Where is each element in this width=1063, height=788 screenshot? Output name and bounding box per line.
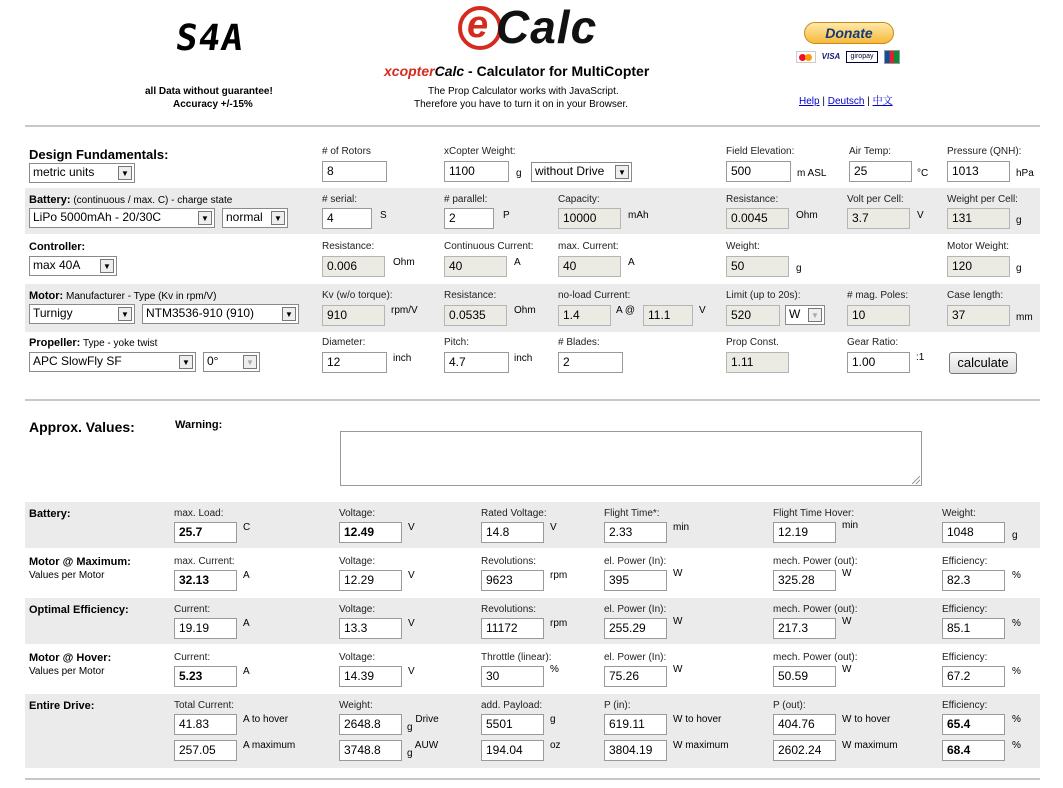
mm-elpower-unit: W bbox=[673, 568, 683, 579]
divider bbox=[25, 125, 1040, 127]
ed-payload-oz-unit: oz bbox=[550, 740, 561, 751]
mm-current-unit: A bbox=[243, 570, 250, 581]
oe-eff-unit: % bbox=[1012, 618, 1021, 629]
ed-pout-hover-unit: W to hover bbox=[842, 714, 891, 725]
yoke-twist-select[interactable] bbox=[203, 352, 260, 372]
bat-voltage-unit: V bbox=[408, 522, 415, 533]
ed-payload-oz[interactable]: 194.04 bbox=[481, 740, 544, 761]
charge-state-select[interactable] bbox=[222, 208, 288, 228]
s4a-logo: S4A bbox=[173, 18, 247, 59]
blades-input[interactable]: 2 bbox=[558, 352, 623, 373]
ed-weight-label: Weight: bbox=[339, 700, 373, 711]
ecalc-logo bbox=[458, 1, 618, 58]
oe-voltage-value[interactable]: 13.3 bbox=[339, 618, 402, 639]
kv-label: Kv (w/o torque): bbox=[322, 290, 393, 301]
oe-mechpower-unit: W bbox=[842, 616, 852, 627]
hover-title: Motor @ Hover: bbox=[29, 652, 112, 664]
mh-throttle-unit: % bbox=[550, 664, 559, 675]
case-input[interactable]: 37 bbox=[947, 305, 1010, 326]
ed-current-max-unit: A maximum bbox=[243, 740, 296, 751]
motor-weight-label: Motor Weight: bbox=[947, 241, 1010, 252]
ed-weight-drive[interactable]: 2648.8 bbox=[339, 714, 402, 735]
weight-input[interactable]: 1100 bbox=[444, 161, 509, 182]
propeller-title-text: Propeller: bbox=[29, 337, 81, 349]
ed-weight-auw-label: AUW bbox=[414, 740, 439, 751]
motor-maker-select[interactable] bbox=[29, 304, 135, 324]
case-label: Case length: bbox=[947, 290, 1004, 301]
link-sep: | bbox=[867, 96, 870, 107]
ed-eff-hover[interactable]: 65.4 bbox=[942, 714, 1005, 735]
diameter-input[interactable]: 12 bbox=[322, 352, 387, 373]
bat-weight-unit: g bbox=[1012, 530, 1018, 541]
ed-pin-hover[interactable]: 619.11 bbox=[604, 714, 667, 735]
jcb-icon bbox=[884, 50, 900, 64]
noload-voltage-unit: V bbox=[699, 305, 706, 316]
motor-model-select[interactable] bbox=[142, 304, 299, 324]
vpc-unit: V bbox=[917, 210, 924, 221]
ed-pin-max[interactable]: 3804.19 bbox=[604, 740, 667, 761]
kv-unit: rpm/V bbox=[391, 305, 418, 316]
flight-time-unit: min bbox=[673, 522, 690, 533]
oe-rev-value[interactable]: 11172 bbox=[481, 618, 544, 639]
capacity-input[interactable]: 10000 bbox=[558, 208, 621, 229]
bat-voltage-label: Voltage: bbox=[339, 508, 376, 519]
subtitle-calc: Calc bbox=[434, 63, 465, 79]
poles-label: # mag. Poles: bbox=[847, 290, 909, 301]
ed-pout-max[interactable]: 2602.24 bbox=[773, 740, 836, 761]
prop-type-select[interactable] bbox=[29, 352, 196, 372]
mm-current-value[interactable]: 32.13 bbox=[174, 570, 237, 591]
units-select[interactable] bbox=[29, 163, 135, 183]
hover-time-value[interactable]: 12.19 bbox=[773, 522, 836, 543]
gear-label: Gear Ratio: bbox=[847, 337, 899, 348]
rotors-input[interactable]: 8 bbox=[322, 161, 387, 182]
ctrl-res-label: Resistance: bbox=[322, 241, 375, 252]
chinese-link[interactable]: 中文 bbox=[872, 96, 893, 107]
ed-weight-drive-unit bbox=[407, 714, 439, 733]
flight-time-label: Flight Time*: bbox=[604, 508, 660, 519]
motor-weight-unit: g bbox=[1016, 263, 1022, 274]
battery-type-value: LiPo 5000mAh - 20/30C bbox=[33, 210, 162, 224]
visa-icon: VISA bbox=[821, 52, 841, 61]
motor-res-input[interactable]: 0.0535 bbox=[444, 305, 507, 326]
mh-throttle-value[interactable]: 30 bbox=[481, 666, 544, 687]
capacity-unit: mAh bbox=[628, 210, 649, 221]
weight-label: xCopter Weight: bbox=[444, 146, 516, 157]
units-value: metric units bbox=[33, 165, 95, 179]
case-unit: mm bbox=[1016, 312, 1033, 323]
diameter-label: Diameter: bbox=[322, 337, 366, 348]
capacity-label: Capacity: bbox=[558, 194, 600, 205]
chevron-down-icon: ▼ bbox=[179, 355, 193, 369]
mastercard-icon bbox=[796, 51, 816, 63]
propeller-title bbox=[29, 337, 157, 349]
motor-maker-value: Turnigy bbox=[33, 306, 73, 320]
ed-payload-label: add. Payload: bbox=[481, 700, 543, 711]
hover-sub: Values per Motor bbox=[29, 666, 105, 677]
calculate-button[interactable]: calculate bbox=[949, 352, 1017, 374]
airtemp-label: Air Temp: bbox=[849, 146, 892, 157]
oe-elpower-value[interactable]: 255.29 bbox=[604, 618, 667, 639]
ed-pin-label: P (in): bbox=[604, 700, 631, 711]
mh-mechpower-label: mech. Power (out): bbox=[773, 652, 858, 663]
propeller-title-small: Type - yoke twist bbox=[80, 338, 158, 349]
drive-title: Entire Drive: bbox=[29, 700, 95, 712]
max-load-unit: C bbox=[243, 522, 251, 533]
bat-voltage-value[interactable]: 12.49 bbox=[339, 522, 402, 543]
chevron-down-icon: ▼ bbox=[615, 165, 629, 179]
accuracy: Accuracy +/-15% bbox=[173, 99, 253, 110]
rotors-label: # of Rotors bbox=[322, 146, 371, 157]
ed-eff-max[interactable]: 68.4 bbox=[942, 740, 1005, 761]
ed-pout-max-unit: W maximum bbox=[842, 740, 898, 751]
disclaimer: all Data without guarantee! bbox=[145, 86, 273, 97]
chevron-down-icon: ▼ bbox=[100, 259, 114, 273]
bat-resistance-unit: Ohm bbox=[796, 210, 818, 221]
max-load-value[interactable]: 25.7 bbox=[174, 522, 237, 543]
ecalc-logo-calc: Calc bbox=[496, 1, 598, 53]
mm-elpower-value[interactable]: 395 bbox=[604, 570, 667, 591]
mh-elpower-unit: W bbox=[673, 664, 683, 675]
bat-resistance-label: Resistance: bbox=[726, 194, 779, 205]
mm-eff-unit: % bbox=[1012, 570, 1021, 581]
airtemp-unit: °C bbox=[917, 168, 929, 179]
motor-title-text: Motor: bbox=[29, 290, 64, 302]
ed-eff-max-unit: % bbox=[1012, 740, 1021, 751]
ed-pout-hover[interactable]: 404.76 bbox=[773, 714, 836, 735]
js-note-1: The Prop Calculator works with JavaScript. bbox=[428, 86, 619, 97]
controller-title: Controller: bbox=[29, 241, 86, 253]
pitch-input[interactable]: 4.7 bbox=[444, 352, 509, 373]
noload-input[interactable]: 1.4 bbox=[558, 305, 611, 326]
warning-label: Warning: bbox=[175, 419, 223, 431]
gear-unit: :1 bbox=[916, 352, 925, 363]
mm-rev-unit: rpm bbox=[550, 570, 568, 581]
hover-time-unit: min bbox=[842, 520, 859, 531]
ed-current-hover-unit: A to hover bbox=[243, 714, 289, 725]
pitch-unit: inch bbox=[514, 353, 533, 364]
ed-weight-auw-g: g bbox=[407, 748, 413, 759]
poles-input[interactable]: 10 bbox=[847, 305, 910, 326]
chevron-down-icon: ▼ bbox=[808, 308, 822, 322]
wpc-input[interactable]: 131 bbox=[947, 208, 1010, 229]
rated-voltage-unit: V bbox=[550, 522, 557, 533]
motor-weight-input[interactable]: 120 bbox=[947, 256, 1010, 277]
battery-title-small: (continuous / max. C) - charge state bbox=[70, 195, 233, 206]
limit-unit-select[interactable] bbox=[785, 305, 825, 325]
divider bbox=[25, 399, 1040, 401]
limit-label: Limit (up to 20s): bbox=[726, 290, 801, 301]
max-current-label: max. Current: bbox=[558, 241, 619, 252]
mm-voltage-label: Voltage: bbox=[339, 556, 376, 567]
max-current-input[interactable]: 40 bbox=[558, 256, 621, 277]
airtemp-input[interactable]: 25 bbox=[849, 161, 912, 182]
gear-input[interactable]: 1.00 bbox=[847, 352, 910, 373]
drive-select[interactable] bbox=[531, 162, 632, 182]
serial-input[interactable]: 4 bbox=[322, 208, 372, 229]
mh-current-unit: A bbox=[243, 666, 250, 677]
rated-voltage-value[interactable]: 14.8 bbox=[481, 522, 544, 543]
ctrl-weight-unit: g bbox=[796, 263, 802, 274]
bat-resistance-input[interactable]: 0.0045 bbox=[726, 208, 789, 229]
weight-unit: g bbox=[516, 168, 522, 179]
oe-mechpower-value[interactable]: 217.3 bbox=[773, 618, 836, 639]
wpc-unit: g bbox=[1016, 215, 1022, 226]
ed-current-hover[interactable]: 41.83 bbox=[174, 714, 237, 735]
motor-res-unit: Ohm bbox=[514, 305, 536, 316]
parallel-input[interactable]: 2 bbox=[444, 208, 494, 229]
max-load-label: max. Load: bbox=[174, 508, 224, 519]
ed-pin-hover-unit: W to hover bbox=[673, 714, 722, 725]
controller-select[interactable] bbox=[29, 256, 117, 276]
ctrl-res-unit: Ohm bbox=[393, 257, 415, 268]
motor-max-sub: Values per Motor bbox=[29, 570, 105, 581]
ed-payload-g[interactable]: 5501 bbox=[481, 714, 544, 735]
noload-label: no-load Current: bbox=[558, 290, 631, 301]
battery-title bbox=[29, 194, 232, 206]
chevron-down-icon: ▼ bbox=[118, 307, 132, 321]
oe-rev-unit: rpm bbox=[550, 618, 568, 629]
mm-rev-value[interactable]: 9623 bbox=[481, 570, 544, 591]
ed-current-label: Total Current: bbox=[174, 700, 235, 711]
mh-eff-value[interactable]: 67.2 bbox=[942, 666, 1005, 687]
subtitle-xcopter: xcopter bbox=[384, 63, 435, 79]
kv-input[interactable]: 910 bbox=[322, 305, 385, 326]
ctrl-weight-label: Weight: bbox=[726, 241, 760, 252]
serial-unit: S bbox=[380, 210, 387, 221]
res-battery-title: Battery: bbox=[29, 508, 71, 520]
bat-weight-value[interactable]: 1048 bbox=[942, 522, 1005, 543]
chevron-down-icon: ▼ bbox=[282, 307, 296, 321]
motor-res-label: Resistance: bbox=[444, 290, 497, 301]
yoke-twist-value: 0° bbox=[207, 354, 219, 368]
mh-throttle-label: Throttle (linear): bbox=[481, 652, 552, 663]
limit-input[interactable]: 520 bbox=[726, 305, 780, 326]
app-subtitle bbox=[384, 63, 649, 79]
ed-current-max[interactable]: 257.05 bbox=[174, 740, 237, 761]
subtitle-rest: - Calculator for MultiCopter bbox=[464, 63, 650, 79]
mm-mechpower-label: mech. Power (out): bbox=[773, 556, 858, 567]
pitch-label: Pitch: bbox=[444, 337, 470, 348]
js-note-2: Therefore you have to turn it on in your Browser. bbox=[414, 99, 628, 110]
prop-type-value: APC SlowFly SF bbox=[33, 354, 122, 368]
charge-state-value: normal bbox=[226, 210, 263, 224]
mm-current-label: max. Current: bbox=[174, 556, 235, 567]
flight-time-value[interactable]: 2.33 bbox=[604, 522, 667, 543]
pressure-label: Pressure (QNH): bbox=[947, 146, 1022, 157]
oe-mechpower-label: mech. Power (out): bbox=[773, 604, 858, 615]
warning-textarea[interactable] bbox=[340, 431, 922, 486]
mh-elpower-value[interactable]: 75.26 bbox=[604, 666, 667, 687]
mh-eff-label: Efficiency: bbox=[942, 652, 988, 663]
motor-max-title: Motor @ Maximum: bbox=[29, 556, 131, 568]
diameter-unit: inch bbox=[393, 353, 412, 364]
bat-weight-label: Weight: bbox=[942, 508, 976, 519]
pressure-input[interactable]: 1013 bbox=[947, 161, 1010, 182]
ed-weight-auw[interactable]: 3748.8 bbox=[339, 740, 402, 761]
cont-current-unit: A bbox=[514, 257, 521, 268]
mh-elpower-label: el. Power (In): bbox=[604, 652, 667, 663]
help-link[interactable]: Help bbox=[799, 96, 820, 107]
oe-current-unit: A bbox=[243, 618, 250, 629]
mh-voltage-value[interactable]: 14.39 bbox=[339, 666, 402, 687]
ed-payload-g-unit: g bbox=[550, 714, 556, 725]
ed-weight-auw-unit bbox=[407, 740, 439, 759]
mh-current-label: Current: bbox=[174, 652, 211, 663]
noload-at: A @ bbox=[616, 305, 636, 316]
mm-voltage-unit: V bbox=[408, 570, 415, 581]
oe-elpower-label: el. Power (In): bbox=[604, 604, 667, 615]
motor-model-value: NTM3536-910 (910) bbox=[146, 306, 255, 320]
vpc-input[interactable]: 3.7 bbox=[847, 208, 910, 229]
ecalc-logo-e-letter: e bbox=[467, 4, 489, 46]
optimal-title: Optimal Efficiency: bbox=[29, 604, 129, 616]
ctrl-weight-input[interactable]: 50 bbox=[726, 256, 789, 277]
ed-eff-label: Efficiency: bbox=[942, 700, 988, 711]
mh-mechpower-value[interactable]: 50.59 bbox=[773, 666, 836, 687]
design-title: Design Fundamentals: bbox=[29, 147, 169, 162]
oe-eff-label: Efficiency: bbox=[942, 604, 988, 615]
cont-current-input[interactable]: 40 bbox=[444, 256, 507, 277]
mh-voltage-unit: V bbox=[408, 666, 415, 677]
link-sep: | bbox=[822, 96, 825, 107]
battery-title-text: Battery: bbox=[29, 194, 71, 206]
rated-voltage-label: Rated Voltage: bbox=[481, 508, 547, 519]
elevation-label: Field Elevation: bbox=[726, 146, 795, 157]
oe-rev-label: Revolutions: bbox=[481, 604, 537, 615]
noload-voltage-input[interactable]: 11.1 bbox=[643, 305, 693, 326]
ed-weight-drive-g: g bbox=[407, 722, 413, 733]
mm-voltage-value[interactable]: 12.29 bbox=[339, 570, 402, 591]
mm-elpower-label: el. Power (In): bbox=[604, 556, 667, 567]
ed-pout-label: P (out): bbox=[773, 700, 806, 711]
oe-voltage-label: Voltage: bbox=[339, 604, 376, 615]
battery-type-select[interactable] bbox=[29, 208, 215, 228]
mh-current-value[interactable]: 5.23 bbox=[174, 666, 237, 687]
mh-mechpower-unit: W bbox=[842, 664, 852, 675]
mh-voltage-label: Voltage: bbox=[339, 652, 376, 663]
mm-eff-label: Efficiency: bbox=[942, 556, 988, 567]
max-current-unit: A bbox=[628, 257, 635, 268]
oe-current-label: Current: bbox=[174, 604, 211, 615]
vpc-label: Volt per Cell: bbox=[847, 194, 904, 205]
mh-eff-unit: % bbox=[1012, 666, 1021, 677]
giropay-icon: giropay bbox=[846, 51, 878, 63]
prop-const-input[interactable]: 1.11 bbox=[726, 352, 789, 373]
mm-mechpower-value[interactable]: 325.28 bbox=[773, 570, 836, 591]
motor-title bbox=[29, 290, 216, 302]
wpc-label: Weight per Cell: bbox=[947, 194, 1018, 205]
drive-value: without Drive bbox=[535, 164, 605, 178]
ed-eff-hover-unit: % bbox=[1012, 714, 1021, 725]
chevron-down-icon: ▼ bbox=[118, 166, 132, 180]
parallel-label: # parallel: bbox=[444, 194, 488, 205]
hover-time-label: Flight Time Hover: bbox=[773, 508, 855, 519]
oe-elpower-unit: W bbox=[673, 616, 683, 627]
mm-eff-value[interactable]: 82.3 bbox=[942, 570, 1005, 591]
parallel-unit: P bbox=[503, 210, 510, 221]
ed-weight-drive-label: Drive bbox=[415, 714, 439, 725]
resize-grip-icon[interactable] bbox=[912, 476, 920, 484]
elevation-input[interactable]: 500 bbox=[726, 161, 791, 182]
controller-value: max 40A bbox=[33, 258, 81, 272]
chevron-down-icon: ▼ bbox=[198, 211, 212, 225]
oe-current-value[interactable]: 19.19 bbox=[174, 618, 237, 639]
mm-mechpower-unit: W bbox=[842, 568, 852, 579]
mm-rev-label: Revolutions: bbox=[481, 556, 537, 567]
header-links bbox=[799, 92, 893, 107]
ed-pin-max-unit: W maximum bbox=[673, 740, 729, 751]
cont-current-label: Continuous Current: bbox=[444, 241, 534, 252]
elevation-unit: m ASL bbox=[797, 168, 827, 179]
serial-label: # serial: bbox=[322, 194, 358, 205]
oe-voltage-unit: V bbox=[408, 618, 415, 629]
divider bbox=[25, 778, 1040, 780]
chevron-down-icon: ▼ bbox=[243, 355, 257, 369]
deutsch-link[interactable]: Deutsch bbox=[827, 96, 865, 107]
pressure-unit: hPa bbox=[1016, 168, 1034, 179]
blades-label: # Blades: bbox=[558, 337, 600, 348]
chevron-down-icon: ▼ bbox=[271, 211, 285, 225]
approx-title: Approx. Values: bbox=[29, 419, 135, 435]
motor-title-small: Manufacturer - Type (Kv in rpm/V) bbox=[63, 291, 217, 302]
oe-eff-value[interactable]: 85.1 bbox=[942, 618, 1005, 639]
limit-unit-value: W bbox=[789, 307, 801, 321]
ctrl-res-input[interactable]: 0.006 bbox=[322, 256, 385, 277]
prop-const-label: Prop Const. bbox=[726, 337, 779, 348]
donate-button[interactable]: Donate bbox=[804, 22, 894, 44]
